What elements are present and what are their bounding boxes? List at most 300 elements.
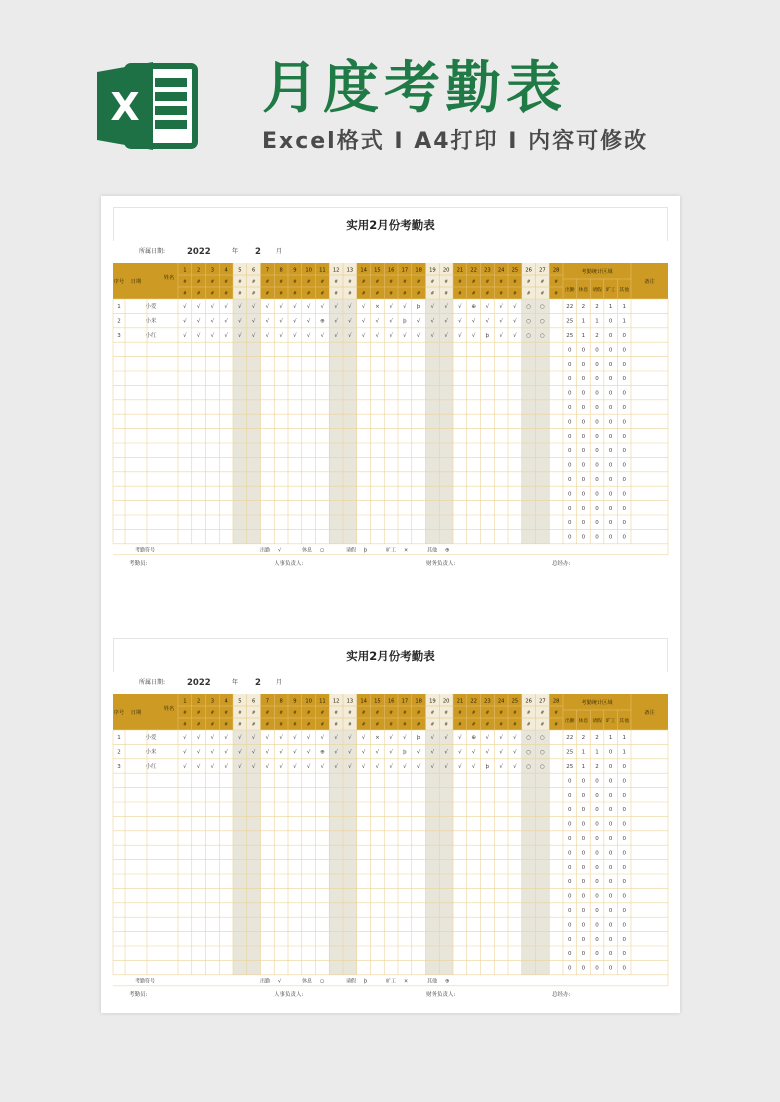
attendance-mark[interactable]: √	[183, 749, 187, 756]
weekday-mark: #	[499, 722, 504, 728]
stat-value: 0	[608, 477, 613, 483]
attendance-mark[interactable]: √	[279, 735, 283, 742]
stat-value: 1	[622, 304, 626, 311]
attendance-mark[interactable]: √	[403, 764, 407, 770]
attendance-mark[interactable]: √	[320, 735, 325, 742]
attendance-mark[interactable]: √	[458, 318, 462, 325]
legend-item-label: 其他	[427, 547, 438, 554]
attendance-mark[interactable]: √	[293, 318, 297, 325]
weekday-mark: #	[224, 291, 229, 297]
weekday-mark: #	[444, 291, 449, 297]
signature-line: 考勤员:	[129, 561, 148, 567]
stat-value: 0	[595, 821, 599, 828]
attendance-mark[interactable]: √	[348, 304, 352, 311]
attendance-mark[interactable]: √	[196, 304, 201, 311]
attendance-mark[interactable]: √	[279, 304, 283, 311]
attendance-mark[interactable]: √	[306, 304, 311, 311]
attendance-mark[interactable]: √	[389, 304, 393, 311]
attendance-mark[interactable]: √	[471, 764, 476, 770]
attendance-mark[interactable]: √	[265, 749, 270, 756]
attendance-mark[interactable]: √	[403, 735, 407, 742]
stat-value: 0	[581, 879, 586, 886]
weekday-mark: #	[251, 711, 256, 716]
stat-value: 0	[622, 792, 626, 799]
stat-value: 22	[566, 735, 574, 742]
attendance-mark[interactable]: √	[389, 764, 393, 770]
attendance-mark[interactable]: √	[444, 735, 448, 742]
attendance-mark[interactable]: √	[471, 333, 476, 339]
stat-value: 0	[608, 491, 613, 498]
attendance-mark[interactable]: ○	[539, 764, 545, 770]
attendance-mark[interactable]: √	[416, 764, 421, 770]
stat-value: 0	[595, 908, 599, 914]
attendance-mark[interactable]: √	[265, 333, 270, 339]
attendance-mark[interactable]: √	[279, 749, 283, 756]
attendance-mark[interactable]: √	[196, 333, 201, 339]
attendance-mark[interactable]: √	[499, 764, 503, 770]
day-header: 6	[251, 698, 256, 705]
attendance-mark[interactable]: √	[293, 764, 297, 770]
stat-value: 0	[581, 965, 586, 972]
weekday-mark: #	[361, 280, 366, 285]
attendance-mark[interactable]: √	[334, 333, 338, 339]
attendance-mark[interactable]: √	[279, 333, 283, 339]
attendance-mark[interactable]: √	[196, 764, 201, 770]
stat-header: 其他	[619, 288, 630, 293]
attendance-mark[interactable]: √	[389, 749, 393, 756]
attendance-mark[interactable]: þ	[485, 764, 490, 770]
row-index: 3	[117, 764, 121, 770]
attendance-mark[interactable]: √	[389, 735, 393, 742]
attendance-mark[interactable]: √	[320, 764, 325, 770]
stat-value: 0	[622, 534, 626, 541]
attendance-mark[interactable]: √	[403, 304, 407, 311]
attendance-mark[interactable]: √	[348, 749, 352, 756]
stat-header: 休息	[578, 719, 589, 724]
attendance-mark[interactable]: √	[458, 749, 462, 756]
attendance-mark[interactable]: ×	[375, 735, 380, 742]
weekday-mark: #	[526, 291, 531, 297]
day-header: 1	[183, 267, 187, 274]
year-value: 2022	[187, 247, 211, 257]
attendance-mark[interactable]: √	[444, 764, 448, 770]
signature-line: 考勤员:	[129, 992, 148, 998]
attendance-mark[interactable]: √	[183, 764, 187, 770]
weekday-mark: #	[457, 711, 462, 716]
stat-value: 0	[608, 534, 613, 541]
attendance-mark[interactable]: √	[430, 749, 435, 756]
stat-value: 1	[581, 333, 586, 339]
attendance-mark[interactable]: √	[416, 749, 421, 756]
attendance-mark[interactable]: √	[499, 304, 503, 311]
weekday-mark: #	[265, 291, 270, 297]
attendance-mark[interactable]: ○	[539, 333, 545, 339]
attendance-mark[interactable]: √	[210, 318, 215, 325]
attendance-mark[interactable]: √	[251, 333, 256, 339]
legend-item-label: 出勤	[260, 978, 271, 985]
weekday-mark: #	[485, 291, 490, 297]
attendance-mark[interactable]: √	[444, 333, 448, 339]
attendance-mark[interactable]: √	[499, 749, 503, 756]
signature-line: 人事负责人:	[274, 992, 304, 998]
attendance-mark[interactable]: þ	[403, 749, 407, 756]
stat-value: 0	[595, 405, 599, 411]
legend-item-symbol: ⊕	[445, 978, 450, 985]
stat-value: 0	[608, 520, 613, 527]
attendance-mark[interactable]: √	[334, 764, 338, 770]
attendance-mark[interactable]: √	[513, 749, 517, 756]
attendance-mark[interactable]: √	[499, 333, 503, 339]
attendance-mark[interactable]: √	[306, 749, 311, 756]
attendance-mark[interactable]: √	[485, 318, 490, 325]
attendance-mark[interactable]: √	[499, 735, 503, 742]
stat-value: 0	[568, 821, 572, 828]
weekday-mark: #	[526, 280, 531, 285]
attendance-mark[interactable]: √	[251, 304, 256, 311]
excel-icon	[97, 60, 199, 152]
stat-value: 0	[608, 864, 613, 871]
attendance-mark[interactable]: √	[348, 333, 352, 339]
attendance-mark[interactable]: √	[513, 764, 517, 770]
attendance-mark[interactable]: ○	[526, 749, 532, 756]
attendance-mark[interactable]: √	[444, 304, 448, 311]
attendance-mark[interactable]: √	[348, 735, 352, 742]
attendance-mark[interactable]: √	[389, 333, 393, 339]
stat-value: 0	[595, 347, 599, 354]
employee-name: 小红	[145, 333, 157, 339]
weekday-mark: #	[265, 722, 270, 728]
attendance-mark[interactable]: √	[279, 318, 283, 325]
weekday-mark: #	[224, 722, 229, 728]
stat-value: 0	[568, 908, 572, 914]
stat-value: 0	[595, 534, 599, 541]
stat-value: 0	[622, 505, 626, 512]
stat-value: 0	[568, 879, 572, 886]
day-header: 20	[442, 698, 450, 705]
logo-letter: X	[110, 85, 140, 129]
attendance-mark[interactable]: √	[238, 318, 242, 325]
attendance-mark[interactable]: √	[238, 333, 242, 339]
stat-value: 0	[595, 376, 599, 383]
attendance-mark[interactable]: √	[334, 318, 338, 325]
stat-value: 0	[568, 448, 572, 455]
attendance-mark[interactable]: √	[251, 749, 256, 756]
attendance-mark[interactable]: √	[361, 304, 366, 311]
weekday-mark: #	[554, 711, 559, 716]
attendance-table	[113, 694, 668, 985]
attendance-mark[interactable]: √	[348, 764, 352, 770]
attendance-mark[interactable]: √	[485, 304, 490, 311]
stat-value: 0	[581, 893, 586, 900]
weekday-mark: #	[375, 280, 380, 285]
attendance-mark[interactable]: √	[265, 304, 270, 311]
stat-value: 0	[581, 491, 586, 498]
weekday-mark: #	[444, 722, 449, 728]
stat-value: 0	[568, 520, 572, 527]
attendance-mark[interactable]: √	[389, 318, 393, 325]
attendance-mark[interactable]: þ	[416, 735, 421, 742]
attendance-mark[interactable]: √	[403, 333, 407, 339]
attendance-mark[interactable]: √	[279, 764, 283, 770]
attendance-mark[interactable]: √	[306, 318, 311, 325]
stat-value: 0	[581, 807, 586, 814]
attendance-mark[interactable]: √	[224, 304, 228, 311]
stat-value: 0	[622, 361, 626, 368]
stat-value: 0	[581, 361, 586, 368]
day-header: 14	[360, 267, 367, 274]
attendance-mark[interactable]: √	[513, 333, 517, 339]
attendance-mark[interactable]: √	[265, 764, 270, 770]
attendance-mark[interactable]: ○	[539, 749, 545, 756]
stat-value: 1	[622, 318, 626, 325]
stat-value: 2	[595, 764, 599, 770]
attendance-mark[interactable]: ○	[526, 764, 532, 770]
attendance-mark[interactable]: √	[306, 333, 311, 339]
attendance-mark[interactable]: √	[306, 764, 311, 770]
weekday-mark: #	[389, 711, 394, 716]
stat-value: 0	[581, 936, 586, 943]
period-label: 所属日期:	[139, 248, 166, 255]
attendance-mark[interactable]: √	[265, 735, 270, 742]
attendance-mark[interactable]: √	[210, 735, 215, 742]
attendance-mark[interactable]: ○	[526, 304, 532, 311]
legend-item-symbol: þ	[364, 547, 368, 554]
attendance-mark[interactable]: √	[320, 304, 325, 311]
month-value: 2	[255, 247, 261, 257]
weekday-mark: #	[430, 711, 435, 716]
attendance-mark[interactable]: √	[458, 764, 462, 770]
weekday-mark: #	[389, 291, 394, 297]
attendance-mark[interactable]: √	[499, 318, 503, 325]
attendance-mark[interactable]: √	[375, 333, 380, 339]
attendance-mark[interactable]: √	[224, 333, 228, 339]
attendance-mark[interactable]: √	[210, 304, 215, 311]
attendance-mark[interactable]: ⊕	[471, 304, 476, 311]
attendance-mark[interactable]: √	[251, 735, 256, 742]
attendance-mark[interactable]: √	[183, 318, 187, 325]
stat-value: 0	[622, 879, 626, 886]
attendance-mark[interactable]: ○	[526, 333, 532, 339]
stat-value: 0	[581, 951, 586, 958]
stat-value: 2	[595, 304, 599, 311]
attendance-mark[interactable]: √	[375, 749, 380, 756]
stat-header: 出勤	[564, 288, 575, 293]
stat-value: 0	[622, 764, 626, 770]
attendance-mark[interactable]: √	[196, 735, 201, 742]
attendance-mark[interactable]: √	[238, 749, 242, 756]
attendance-mark[interactable]: ○	[539, 304, 545, 311]
attendance-mark[interactable]: ⊕	[320, 318, 325, 325]
stat-value: 0	[568, 505, 572, 512]
col-index-header: 序号	[113, 710, 125, 716]
attendance-mark[interactable]: ×	[375, 304, 380, 311]
stat-value: 0	[568, 850, 572, 857]
attendance-mark[interactable]: √	[293, 735, 297, 742]
legend-item-symbol: ⊕	[445, 547, 450, 554]
stat-value: 0	[568, 836, 572, 842]
stat-value: 1	[581, 318, 586, 325]
stat-header: 旷工	[605, 288, 616, 293]
attendance-mark[interactable]: √	[375, 318, 380, 325]
weekday-mark: #	[210, 280, 215, 285]
attendance-mark[interactable]: √	[485, 749, 490, 756]
stat-header: 请假	[592, 719, 602, 724]
attendance-mark[interactable]: √	[361, 318, 366, 325]
stat-value: 0	[581, 864, 586, 871]
stat-value: 0	[581, 520, 586, 527]
attendance-mark[interactable]: ⊕	[471, 735, 476, 742]
attendance-mark[interactable]: √	[471, 318, 476, 325]
day-header: 5	[238, 267, 242, 274]
attendance-mark[interactable]: ○	[539, 318, 545, 325]
weekday-mark: #	[251, 280, 256, 285]
attendance-mark[interactable]: √	[485, 735, 490, 742]
stat-value: 0	[622, 520, 626, 527]
attendance-mark[interactable]: √	[210, 749, 215, 756]
weekday-mark: #	[334, 722, 339, 728]
day-header: 17	[401, 698, 409, 705]
attendance-mark[interactable]: √	[306, 735, 311, 742]
weekday-mark: #	[526, 711, 531, 716]
attendance-mark[interactable]: √	[196, 318, 201, 325]
stat-value: 0	[622, 462, 626, 469]
weekday-mark: #	[224, 280, 229, 285]
attendance-mark[interactable]: √	[210, 764, 215, 770]
day-header: 15	[374, 267, 381, 274]
stat-value: 0	[595, 922, 599, 929]
attendance-mark[interactable]: √	[444, 749, 448, 756]
attendance-mark[interactable]: √	[513, 304, 517, 311]
weekday-mark: #	[292, 722, 297, 728]
day-header: 3	[210, 267, 215, 274]
weekday-mark: #	[375, 722, 380, 728]
attendance-mark[interactable]: √	[210, 333, 215, 339]
attendance-mark[interactable]: √	[471, 749, 476, 756]
document-page	[101, 196, 680, 1013]
attendance-mark[interactable]: √	[334, 304, 338, 311]
attendance-mark[interactable]: √	[361, 333, 366, 339]
day-header: 17	[401, 267, 409, 274]
attendance-mark[interactable]: √	[224, 764, 228, 770]
attendance-mark[interactable]: √	[361, 749, 366, 756]
attendance-mark[interactable]: ⊕	[320, 749, 325, 756]
stat-value: 0	[581, 376, 586, 383]
legend-item-label: 其他	[427, 978, 438, 985]
attendance-mark[interactable]: √	[458, 304, 462, 311]
year-unit: 年	[232, 679, 239, 686]
stat-value: 2	[581, 735, 586, 742]
attendance-mark[interactable]: þ	[403, 318, 407, 325]
stat-value: 1	[622, 749, 626, 756]
attendance-mark[interactable]: √	[458, 735, 462, 742]
attendance-mark[interactable]: √	[183, 333, 187, 339]
day-header: 16	[387, 267, 395, 274]
weekday-mark: #	[389, 722, 394, 728]
attendance-mark[interactable]: √	[334, 735, 338, 742]
weekday-mark: #	[430, 280, 435, 285]
attendance-mark[interactable]: þ	[485, 333, 490, 339]
stat-value: 0	[622, 491, 626, 498]
attendance-mark[interactable]: √	[238, 304, 242, 311]
legend-item-symbol: þ	[364, 978, 368, 985]
attendance-mark[interactable]: √	[265, 318, 270, 325]
weekday-mark: #	[499, 280, 504, 285]
attendance-mark[interactable]: √	[430, 333, 435, 339]
attendance-mark[interactable]: √	[183, 304, 187, 311]
attendance-mark[interactable]: √	[416, 318, 421, 325]
attendance-mark[interactable]: √	[238, 735, 242, 742]
stat-value: 0	[622, 893, 626, 900]
stat-value: 0	[608, 908, 613, 914]
attendance-mark[interactable]: √	[224, 318, 228, 325]
attendance-mark[interactable]: √	[238, 764, 242, 770]
attendance-mark[interactable]: ○	[526, 318, 532, 325]
attendance-mark[interactable]: √	[361, 735, 366, 742]
attendance-mark[interactable]: √	[293, 333, 297, 339]
stat-value: 0	[568, 347, 572, 354]
attendance-mark[interactable]: þ	[416, 304, 421, 311]
attendance-mark[interactable]: √	[430, 318, 435, 325]
attendance-mark[interactable]: √	[224, 749, 228, 756]
weekday-mark: #	[237, 722, 242, 728]
stat-value: 0	[581, 477, 586, 483]
attendance-mark[interactable]: √	[251, 318, 256, 325]
attendance-mark[interactable]: √	[293, 304, 297, 311]
stat-value: 0	[622, 821, 626, 828]
attendance-mark[interactable]: √	[361, 764, 366, 770]
attendance-mark[interactable]: √	[183, 735, 187, 742]
attendance-mark[interactable]: √	[416, 333, 421, 339]
attendance-mark[interactable]: ○	[526, 735, 532, 742]
stat-value: 0	[595, 951, 599, 958]
attendance-mark[interactable]: ○	[539, 735, 545, 742]
day-header: 1	[183, 698, 187, 705]
attendance-mark[interactable]: √	[513, 735, 517, 742]
weekday-mark: #	[306, 711, 311, 716]
attendance-mark[interactable]: √	[348, 318, 352, 325]
attendance-mark[interactable]: √	[320, 333, 325, 339]
employee-name: 小爱	[145, 735, 157, 742]
weekday-mark: #	[457, 291, 462, 297]
stat-value: 0	[595, 433, 599, 440]
attendance-mark[interactable]: √	[430, 735, 435, 742]
legend-item-label: 旷工	[386, 547, 397, 554]
stat-value: 0	[568, 491, 572, 498]
weekday-mark: #	[347, 280, 352, 285]
attendance-mark[interactable]: √	[334, 749, 338, 756]
attendance-mark[interactable]: √	[293, 749, 297, 756]
weekday-mark: #	[402, 280, 407, 285]
day-header: 26	[525, 267, 532, 274]
weekday-mark: #	[485, 280, 490, 285]
attendance-mark[interactable]: √	[458, 333, 462, 339]
attendance-mark[interactable]: √	[430, 304, 435, 311]
attendance-mark[interactable]: √	[196, 749, 201, 756]
stat-value: 0	[568, 936, 572, 943]
attendance-mark[interactable]: √	[430, 764, 435, 770]
stats-group-header: 考勤统计区域	[581, 269, 613, 275]
attendance-mark[interactable]: √	[375, 764, 380, 770]
stat-value: 0	[581, 850, 586, 857]
stat-value: 0	[595, 462, 599, 469]
weekday-mark: #	[182, 291, 187, 297]
attendance-mark[interactable]: √	[444, 318, 448, 325]
attendance-mark[interactable]: √	[251, 764, 256, 770]
attendance-mark[interactable]: √	[224, 735, 228, 742]
stat-value: 0	[608, 836, 613, 842]
attendance-mark[interactable]: √	[513, 318, 517, 325]
day-header: 28	[552, 267, 560, 274]
